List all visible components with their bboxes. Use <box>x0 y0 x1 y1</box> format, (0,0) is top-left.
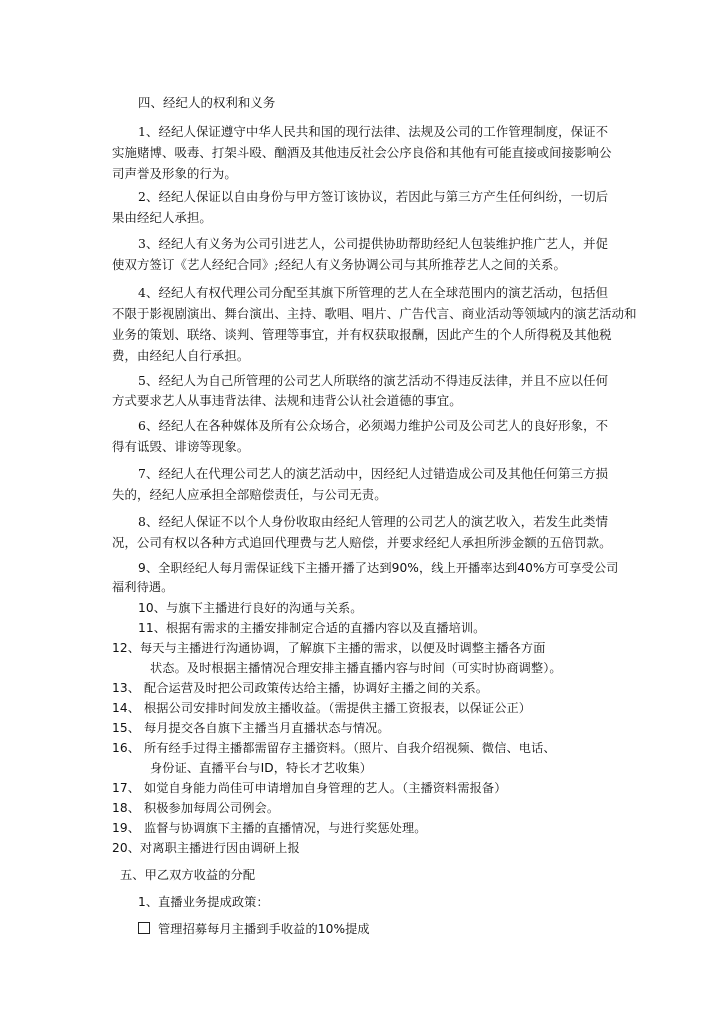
list-item-18: 18、 积极参加每周公司例会。 <box>112 801 280 815</box>
list-item-17: 17、 如觉自身能力尚佳可申请增加自身管理的艺人。（主播资料需报备） <box>112 781 507 795</box>
paragraph-item-6-line-2: 得有诋毁、诽谤等现象。 <box>112 439 250 454</box>
list-item-16-line-1: 16、 所有经手过得主播都需留存主播资料。（照片、自我介绍视频、微信、电话、 <box>112 741 556 755</box>
paragraph-item-7-line-2: 失的，经纪人应承担全部赔偿责任，与公司无责。 <box>112 487 387 502</box>
checkbox-list-item <box>138 920 370 938</box>
paragraph-item-9-line-1: 9、全职经纪人每月需保证线下主播开播了达到90%，线上开播率达到40%方可享受公司 <box>138 561 619 575</box>
paragraph-item-6-line-1: 6、经纪人在各种媒体及所有公众场合，必须竭力维护公司及公司艺人的良好形象，不 <box>138 418 609 433</box>
paragraph-item-2-line-1: 2、经纪人保证以自由身份与甲方签订该协议，若因此与第三方产生任何纠纷，一切后 <box>138 189 609 204</box>
paragraph-item-5-line-1: 5、经纪人为自己所管理的公司艺人所联络的演艺活动不得违反法律，并且不应以任何 <box>138 373 609 388</box>
section-heading-rights-obligations: 四、经纪人的权利和义务 <box>138 95 276 110</box>
list-item-10: 10、与旗下主播进行良好的沟通与关系。 <box>138 601 363 615</box>
paragraph-item-4-line-2: 不限于影视剧演出、舞台演出、主持、歌唱、唱片、广告代言、商业活动等领域内的演艺活动和 <box>112 306 637 321</box>
list-item-11: 11、根据有需求的主播安排制定合适的直播内容以及直播培训。 <box>138 621 486 635</box>
paragraph-item-1-line-2: 实施赌博、吸毒、打架斗殴、酗酒及其他违反社会公序良俗和其他有可能直接或间接影响公 <box>112 145 612 160</box>
paragraph-item-1-line-3: 司声誉及形象的行为。 <box>112 166 237 181</box>
section-5-item-1: 1、直播业务提成政策： <box>138 895 269 909</box>
list-item-15: 15、 每月提交各自旗下主播当月直播状态与情况。 <box>112 721 390 735</box>
checkbox-item-label: 管理招募每月主播到手收益的10%提成 <box>158 922 370 936</box>
paragraph-item-5-line-2: 方式要求艺人从事违背法律、法规和违背公认社会道德的事宜。 <box>112 393 462 408</box>
paragraph-item-8-line-2: 况，公司有权以各种方式追回代理费与艺人赔偿，并要求经纪人承担所涉金额的五倍罚款。 <box>112 535 612 550</box>
paragraph-item-4-line-1: 4、经纪人有权代理公司分配至其旗下所管理的艺人在全球范围内的演艺活动，包括但 <box>138 285 609 300</box>
list-item-20: 20、对离职主播进行因由调研上报 <box>112 841 300 855</box>
list-item-12-line-2: 状态。及时根据主播情况合理安排主播直播内容与时间（可实时协商调整）。 <box>150 661 562 675</box>
paragraph-item-4-line-3: 业务的策划、联络、谈判、管理等事宜，并有权获取报酬，因此产生的个人所得税及其他税 <box>112 327 612 342</box>
paragraph-item-9-line-2: 福利待遇。 <box>112 580 174 594</box>
list-item-19: 19、 监督与协调旗下主播的直播情况，与进行奖惩处理。 <box>112 821 427 835</box>
list-item-16-line-2: 身份证、直播平台与ID，特长才艺收集） <box>150 761 373 775</box>
list-item-12-line-1: 12、每天与主播进行沟通协调，了解旗下主播的需求，以便及时调整主播各方面 <box>112 641 546 655</box>
paragraph-item-1-line-1: 1、经纪人保证遵守中华人民共和国的现行法律、法规及公司的工作管理制度，保证不 <box>138 124 609 139</box>
paragraph-item-2-line-2: 果由经纪人承担。 <box>112 210 212 225</box>
paragraph-item-4-line-4: 费，由经纪人自行承担。 <box>112 348 250 363</box>
list-item-14: 14、 根据公司安排时间发放主播收益。（需提供主播工资报表，以保证公正） <box>112 701 532 715</box>
checkbox-icon[interactable] <box>138 922 150 934</box>
list-item-13: 13、 配合运营及时把公司政策传达给主播，协调好主播之间的关系。 <box>112 681 489 695</box>
paragraph-item-3-line-1: 3、经纪人有义务为公司引进艺人，公司提供协助帮助经纪人包装维护推广艺人，并促 <box>138 236 609 251</box>
paragraph-item-8-line-1: 8、经纪人保证不以个人身份收取由经纪人管理的公司艺人的演艺收入，若发生此类情 <box>138 514 609 529</box>
paragraph-item-7-line-1: 7、经纪人在代理公司艺人的演艺活动中，因经纪人过错造成公司及其他任何第三方损 <box>138 466 609 481</box>
paragraph-item-3-line-2: 使双方签订《艺人经纪合同》;经纪人有义务协调公司与其所推荐艺人之间的关系。 <box>112 257 566 272</box>
section-heading-revenue-distribution: 五、甲乙双方收益的分配 <box>120 868 256 882</box>
